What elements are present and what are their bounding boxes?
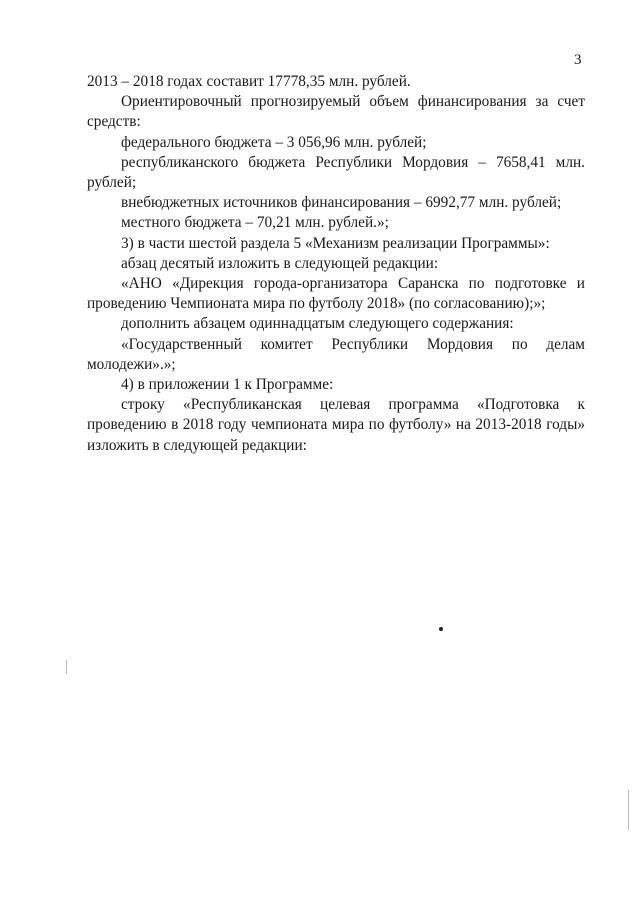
- paragraph-republic-budget: республиканского бюджета Республики Мордовия – 7658,41 млн. рублей;: [87, 153, 585, 192]
- paragraph-program-line: строку «Республиканская целевая программа «Подготовка к проведению в 2018 году чемпионата мира по футболу» на 2013-2018 годы» изложить в следующей редакции:: [87, 396, 585, 454]
- stray-ink-dot: [439, 627, 443, 631]
- paragraph-item-4: 4) в приложении 1 к Программе:: [121, 376, 334, 394]
- paragraph-youth-committee: «Государственный комитет Республики Мордовия по делам молодежи».»;: [87, 335, 585, 373]
- paragraph-abzats-11: дополнить абзацем одиннадцатым следующего содержания:: [121, 315, 514, 333]
- paragraph-local-budget: местного бюджета – 70,21 млн. рублей.»;: [121, 214, 389, 232]
- paragraph-item-3: 3) в части шестой раздела 5 «Механизм реализации Программы»:: [121, 234, 550, 252]
- scan-artifact-left: [66, 660, 67, 674]
- document-body: [87, 72, 585, 456]
- paragraph-ano-directorate: «АНО «Дирекция города-организатора Саранска по подготовке и проведению Чемпионата мира по футболу 2018» (по согласованию);»;: [87, 275, 585, 313]
- paragraph-abzats-10: абзац десятый изложить в следующей редакции:: [121, 254, 439, 272]
- page-number: 3: [574, 52, 582, 68]
- paragraph-extrabudgetary: внебюджетных источников финансирования – 6992,77 млн. рублей;: [121, 194, 562, 212]
- scan-artifact-right: [628, 790, 629, 830]
- paragraph-funding-sources: Ориентировочный прогнозируемый объем финансирования за счет средств:: [87, 93, 585, 131]
- paragraph-federal-budget: федерального бюджета – 3 056,96 млн. рублей;: [121, 133, 427, 151]
- paragraph-budget-total: 2013 – 2018 годах составит 17778,35 млн. рублей.: [87, 73, 411, 90]
